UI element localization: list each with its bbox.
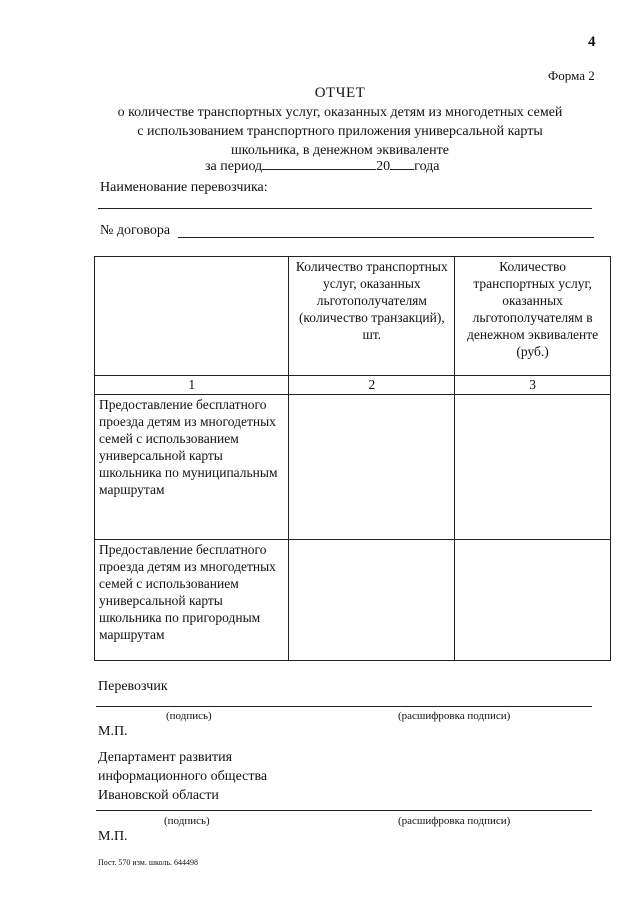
- table-header-row: [95, 257, 611, 376]
- report-table: [94, 256, 611, 661]
- subtitle-line-2: с использованием транспортного приложения универсальной карты: [137, 124, 543, 139]
- department-signature-caption: (подпись): [164, 815, 210, 827]
- department-stamp: М.П.: [98, 829, 128, 844]
- subtitle-line-3: школьника, в денежном эквиваленте: [231, 143, 449, 158]
- page-number: 4: [588, 34, 596, 50]
- period-blank: [262, 156, 376, 170]
- department-signature-line: [96, 810, 592, 811]
- form-label: Форма 2: [548, 68, 595, 83]
- column-number-row: [95, 376, 611, 395]
- carrier-signature-line: [96, 706, 592, 707]
- row-cell-count[interactable]: [289, 395, 455, 540]
- footnote: Пост. 570 изм. школь. 644498: [98, 858, 198, 867]
- carrier-label: Перевозчик: [98, 679, 168, 694]
- carrier-signature-caption: (подпись): [166, 710, 212, 722]
- table-row: [95, 395, 611, 540]
- column-number: 3: [455, 376, 611, 395]
- period-prefix: за период: [205, 159, 263, 174]
- row-cell-count[interactable]: [289, 540, 455, 661]
- period-suffix: года: [414, 159, 440, 174]
- table-row: [95, 540, 611, 661]
- header-cell-empty: [95, 257, 289, 376]
- column-number: 2: [289, 376, 455, 395]
- department-line-2: информационного общества: [98, 769, 268, 784]
- row-cell-money[interactable]: [455, 540, 611, 661]
- department-line-3: Ивановской области: [98, 788, 219, 803]
- report-title: ОТЧЕТ: [314, 85, 366, 101]
- title-block: [40, 84, 640, 160]
- carrier-name-label: Наименование перевозчика:: [100, 180, 268, 195]
- carrier-stamp: М.П.: [98, 724, 128, 739]
- column-number: 1: [95, 376, 289, 395]
- year-blank: [390, 156, 414, 170]
- carrier-name-line: [98, 208, 592, 209]
- period-year-prefix: 20: [376, 159, 391, 174]
- header-cell-count: Количество транспортных услуг, оказанных льготополучателям (количество транзакций), шт.: [289, 257, 455, 376]
- subtitle-line-1: о количестве транспортных услуг, оказанных детям из многодетных семей: [117, 105, 563, 120]
- row-label: Предоставление бесплатного проезда детям из многодетных семей с использованием универсальной карты школьника по муниципальным маршрутам: [95, 395, 289, 540]
- row-cell-money[interactable]: [455, 395, 611, 540]
- row-label: Предоставление бесплатного проезда детям из многодетных семей с использованием универсальной карты школьника по пригородным маршрутам: [95, 540, 289, 661]
- contract-line: [178, 237, 594, 238]
- department-name: [98, 748, 267, 805]
- department-line-1: Департамент развития: [98, 750, 233, 765]
- header-cell-money: Количество транспортных услуг, оказанных льготополучателям в денежном эквиваленте (руб.): [455, 257, 611, 376]
- period-line: [205, 156, 440, 175]
- department-decode-caption: (расшифровка подписи): [398, 815, 511, 827]
- contract-label: № договора: [100, 223, 171, 238]
- carrier-decode-caption: (расшифровка подписи): [398, 710, 511, 722]
